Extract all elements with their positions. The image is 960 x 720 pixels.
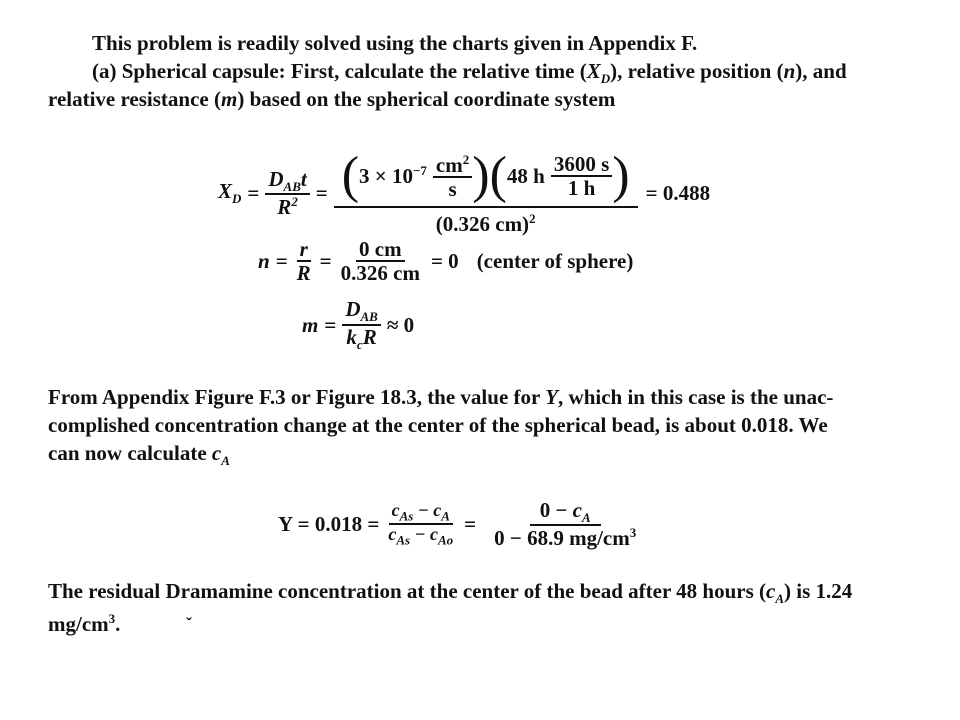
n-note: (center of sphere)	[476, 248, 634, 273]
n-symbol: n	[783, 59, 796, 83]
m-symbol: m	[221, 87, 238, 111]
m-lhs: m	[302, 312, 319, 337]
y-symbol: Y	[545, 385, 559, 409]
part-a-text4: relative resistance (	[48, 87, 221, 111]
n-lhs: n	[258, 248, 270, 273]
xd-fraction-main: ( 3 × 10 $^{-7}$ $\frac{cm^2}{s}$ ) ( 48 h $\frac{3600 s}{1 h}$ ) (0.326 cm)$^2$	[334, 150, 638, 235]
xd-sub: D	[600, 71, 611, 87]
n-fraction-2: $\frac{0 cm}{0.326 cm}$	[340, 236, 420, 285]
part-a-text2: ), relative position (	[610, 59, 784, 83]
equation-xd: $X_D$ = $\frac{D_{AB}t}{R^2}$ = ( 3 × 10 $^{-7}$ $\frac{cm^2}{s}$ ) ( 48 h $\frac{3600 s}{1 h}$ ) (0.326 cm)$^2$ = 0.488	[218, 147, 711, 237]
para2-line1: From Appendix Figure F.3 or Figure 18.3, the value for Y, which in this case is the unac-	[48, 385, 834, 409]
xd-lhs: $X_D$	[218, 178, 242, 207]
y-fraction-2: $\frac{0 - c_A}{0 - 68.9 mg/cm^3}$	[494, 497, 637, 551]
m-fraction: $\frac{D_{AB}}{k_cR}$	[342, 298, 381, 352]
conclusion-c: c	[766, 579, 776, 603]
conclusion-line1: The residual Dramamine concentration at the center of the bead after 48 hours $(c_A)$ is 1.24	[48, 579, 853, 607]
equation-m: m = $\frac{D_{AB}}{k_cR}$ ≈ 0	[302, 297, 415, 353]
part-a-text5: ) based on the spherical coordinate system	[237, 87, 616, 111]
conclusion-line2: $mg/cm^3$.	[48, 611, 121, 636]
part-a-line2	[48, 86, 615, 112]
xd-fraction-1: $\frac{D_{AB}t}{R^2}$	[265, 168, 309, 219]
part-a-text1: Spherical capsule: First, calculate the relative time (	[116, 59, 587, 83]
ca-symbol: c	[211, 441, 222, 465]
scan-mark: ˇ	[186, 614, 192, 634]
y-fraction-1: $\frac{c_{As} - c_A}{c_{As} - c_{Ao}}$	[388, 499, 454, 548]
xd-symbol: X	[586, 59, 601, 83]
xd-result: = 0.488	[645, 180, 711, 205]
part-a-label: (a)	[92, 59, 117, 83]
y-lhs: Y = 0.018 =	[278, 511, 380, 536]
equation-n: n = $\frac{r}{R}$ = $\frac{0 cm}{0.326 cm}$ = 0 (center of sphere)	[258, 236, 634, 285]
part-a-text3: ), and	[795, 59, 847, 83]
m-result: ≈ 0	[386, 312, 415, 337]
intro-text: This problem is readily solved using the charts given in Appendix F.	[92, 31, 698, 55]
equation-y: Y = 0.018 = $\frac{c_{As} - c_A}{c_{As} - c_{Ao}}$ = $\frac{0 - c_A}{0 - 68.9 mg/cm^3}$	[278, 494, 646, 554]
para2-line2: complished concentration change at the center of the spherical bead, is about 0.018. We	[48, 413, 828, 437]
n-fraction-1: $\frac{r}{R}$	[296, 236, 311, 285]
para2-line3: can now calculate $c_A$	[48, 441, 230, 469]
n-result: = 0	[430, 248, 459, 273]
